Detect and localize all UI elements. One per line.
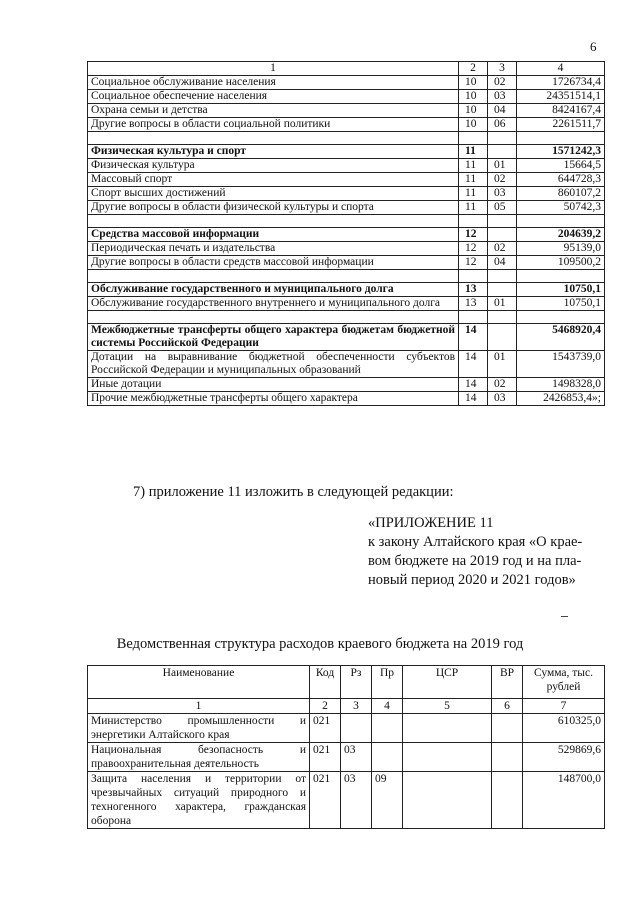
row-name: Другие вопросы в области средств массовой информации xyxy=(88,256,459,270)
empty-cell xyxy=(459,215,488,228)
row-rz: 12 xyxy=(459,242,488,256)
section-row xyxy=(88,324,605,351)
row-name: Иные дотации xyxy=(88,378,459,392)
row-kod: 021 xyxy=(310,772,341,829)
row-sum: 5468920,4 xyxy=(517,324,605,351)
section-row xyxy=(88,228,605,242)
empty-cell xyxy=(488,311,517,324)
empty-cell xyxy=(517,215,605,228)
table-row xyxy=(88,772,605,829)
row-pr xyxy=(488,324,517,351)
table-row xyxy=(88,76,605,90)
row-rz: 10 xyxy=(459,104,488,118)
row-vr xyxy=(492,714,523,743)
empty-cell xyxy=(459,311,488,324)
table-row xyxy=(88,173,605,187)
row-pr: 05 xyxy=(488,201,517,215)
table-row xyxy=(88,242,605,256)
header-cell: Сумма, тыс. рублей xyxy=(523,666,605,699)
header-cell: ВР xyxy=(492,666,523,699)
row-sum: 95139,0 xyxy=(517,242,605,256)
row-pr: 01 xyxy=(488,159,517,173)
row-pr: 04 xyxy=(488,104,517,118)
section-row xyxy=(88,145,605,159)
column-number: 6 xyxy=(492,699,523,714)
row-rz: 11 xyxy=(459,145,488,159)
table-row xyxy=(88,743,605,772)
header-cell: Код xyxy=(310,666,341,699)
spacer-row xyxy=(88,215,605,228)
row-rz xyxy=(341,714,372,743)
empty-cell xyxy=(88,215,459,228)
amendment-text: 7) приложение 11 изложить в следующей редакции: xyxy=(133,484,454,500)
budget-sections-table xyxy=(87,61,605,406)
table-row xyxy=(88,201,605,215)
appendix-header xyxy=(368,514,608,590)
empty-cell xyxy=(517,132,605,145)
table-header-row xyxy=(88,666,605,699)
header-cell: 3 xyxy=(488,62,517,76)
row-sum: 10750,1 xyxy=(517,297,605,311)
row-pr: 02 xyxy=(488,378,517,392)
row-sum: 1726734,4 xyxy=(517,76,605,90)
row-name: Министерство промышленности и энергетики Алтайского края xyxy=(88,714,310,743)
empty-cell xyxy=(488,215,517,228)
row-name: Обслуживание государственного и муниципального долга xyxy=(88,283,459,297)
row-sum: 2261511,7 xyxy=(517,118,605,132)
row-pr xyxy=(372,714,403,743)
row-rz: 10 xyxy=(459,118,488,132)
table-row xyxy=(88,256,605,270)
row-pr: 03 xyxy=(488,392,517,406)
table-row xyxy=(88,118,605,132)
table-row xyxy=(88,187,605,201)
row-name: Социальное обеспечение населения xyxy=(88,90,459,104)
header-cell: 2 xyxy=(459,62,488,76)
empty-cell xyxy=(88,270,459,283)
row-csr xyxy=(403,772,492,829)
column-number: 5 xyxy=(403,699,492,714)
row-pr: 01 xyxy=(488,297,517,311)
row-pr: 03 xyxy=(488,90,517,104)
row-vr xyxy=(492,772,523,829)
row-rz: 11 xyxy=(459,159,488,173)
row-sum: 109500,2 xyxy=(517,256,605,270)
row-pr xyxy=(488,283,517,297)
row-name: Дотации на выравнивание бюджетной обеспеченности субъектов Российской Федерации и муниципальных образований xyxy=(88,351,459,378)
row-name: Физическая культура и спорт xyxy=(88,145,459,159)
header-cell: Рз xyxy=(341,666,372,699)
row-sum: 24351514,1 xyxy=(517,90,605,104)
row-rz: 11 xyxy=(459,201,488,215)
row-name: Обслуживание государственного внутреннего и муниципального долга xyxy=(88,297,459,311)
empty-cell xyxy=(488,270,517,283)
row-pr: 04 xyxy=(488,256,517,270)
empty-cell xyxy=(517,311,605,324)
row-rz: 03 xyxy=(341,772,372,829)
header-cell: Наименование xyxy=(88,666,310,699)
appendix-line: к закону Алтайского края «О крае- xyxy=(368,534,583,550)
table-header-row xyxy=(88,62,605,76)
empty-cell xyxy=(459,270,488,283)
row-name: Массовый спорт xyxy=(88,173,459,187)
empty-cell xyxy=(459,132,488,145)
row-rz: 14 xyxy=(459,392,488,406)
row-sum: 860107,2 xyxy=(517,187,605,201)
row-rz: 11 xyxy=(459,187,488,201)
appendix-line: «ПРИЛОЖЕНИЕ 11 xyxy=(368,515,494,531)
row-name: Другие вопросы в области социальной политики xyxy=(88,118,459,132)
spacer-row xyxy=(88,270,605,283)
row-kod: 021 xyxy=(310,714,341,743)
row-sum: 1498328,0 xyxy=(517,378,605,392)
departmental-structure-table xyxy=(87,665,605,829)
dash-mark xyxy=(561,616,568,617)
row-rz: 14 xyxy=(459,324,488,351)
table-row xyxy=(88,378,605,392)
table-row xyxy=(88,159,605,173)
row-sum: 1571242,3 xyxy=(517,145,605,159)
table-row xyxy=(88,90,605,104)
column-number: 1 xyxy=(88,699,310,714)
row-sum: 50742,3 xyxy=(517,201,605,215)
row-rz: 10 xyxy=(459,76,488,90)
row-name: Охрана семьи и детства xyxy=(88,104,459,118)
header-cell: 4 xyxy=(517,62,605,76)
empty-cell xyxy=(88,311,459,324)
row-sum: 148700,0 xyxy=(523,772,605,829)
table-row xyxy=(88,297,605,311)
row-csr xyxy=(403,743,492,772)
row-name: Социальное обслуживание населения xyxy=(88,76,459,90)
row-sum: 204639,2 xyxy=(517,228,605,242)
row-rz: 10 xyxy=(459,90,488,104)
row-vr xyxy=(492,743,523,772)
row-name: Физическая культура xyxy=(88,159,459,173)
row-rz: 03 xyxy=(341,743,372,772)
row-sum: 10750,1 xyxy=(517,283,605,297)
column-number-row xyxy=(88,699,605,714)
table-row xyxy=(88,104,605,118)
row-pr: 02 xyxy=(488,76,517,90)
row-pr: 02 xyxy=(488,242,517,256)
table-row xyxy=(88,351,605,378)
row-pr xyxy=(488,228,517,242)
column-number: 2 xyxy=(310,699,341,714)
header-cell: Пр xyxy=(372,666,403,699)
row-pr xyxy=(372,743,403,772)
row-rz: 13 xyxy=(459,283,488,297)
row-rz: 11 xyxy=(459,173,488,187)
row-pr: 09 xyxy=(372,772,403,829)
header-cell: ЦСР xyxy=(403,666,492,699)
row-name: Другие вопросы в области физической культуры и спорта xyxy=(88,201,459,215)
row-pr: 01 xyxy=(488,351,517,378)
empty-cell xyxy=(488,132,517,145)
row-kod: 021 xyxy=(310,743,341,772)
header-cell: 1 xyxy=(88,62,459,76)
row-name: Межбюджетные трансферты общего характера бюджетам бюджетной системы Российской Федерации xyxy=(88,324,459,351)
column-number: 3 xyxy=(341,699,372,714)
spacer-row xyxy=(88,132,605,145)
row-rz: 14 xyxy=(459,378,488,392)
section-row xyxy=(88,283,605,297)
table-title: Ведомственная структура расходов краевого бюджета на 2019 год xyxy=(116,636,524,652)
empty-cell xyxy=(517,270,605,283)
spacer-row xyxy=(88,311,605,324)
row-rz: 12 xyxy=(459,256,488,270)
row-sum: 2426853,4»; xyxy=(517,392,605,406)
empty-cell xyxy=(88,132,459,145)
appendix-line: новый период 2020 и 2021 годов» xyxy=(368,572,576,588)
row-pr xyxy=(488,145,517,159)
row-sum: 1543739,0 xyxy=(517,351,605,378)
row-sum: 610325,0 xyxy=(523,714,605,743)
row-name: Спорт высших достижений xyxy=(88,187,459,201)
row-pr: 02 xyxy=(488,173,517,187)
table-row xyxy=(88,714,605,743)
row-rz: 14 xyxy=(459,351,488,378)
row-rz: 12 xyxy=(459,228,488,242)
row-sum: 644728,3 xyxy=(517,173,605,187)
row-sum: 529869,6 xyxy=(523,743,605,772)
row-name: Национальная безопасность и правоохранительная деятельность xyxy=(88,743,310,772)
column-number: 7 xyxy=(523,699,605,714)
page-number: 6 xyxy=(590,39,597,54)
row-sum: 15664,5 xyxy=(517,159,605,173)
row-pr: 03 xyxy=(488,187,517,201)
row-csr xyxy=(403,714,492,743)
appendix-line: вом бюджете на 2019 год и на пла- xyxy=(368,553,582,569)
row-rz: 13 xyxy=(459,297,488,311)
table-row xyxy=(88,392,605,406)
row-name: Защита населения и территории от чрезвычайных ситуаций природного и техногенного характера, гражданская оборона xyxy=(88,772,310,829)
row-name: Периодическая печать и издательства xyxy=(88,242,459,256)
column-number: 4 xyxy=(372,699,403,714)
row-pr: 06 xyxy=(488,118,517,132)
row-name: Прочие межбюджетные трансферты общего характера xyxy=(88,392,459,406)
row-name: Средства массовой информации xyxy=(88,228,459,242)
row-sum: 8424167,4 xyxy=(517,104,605,118)
